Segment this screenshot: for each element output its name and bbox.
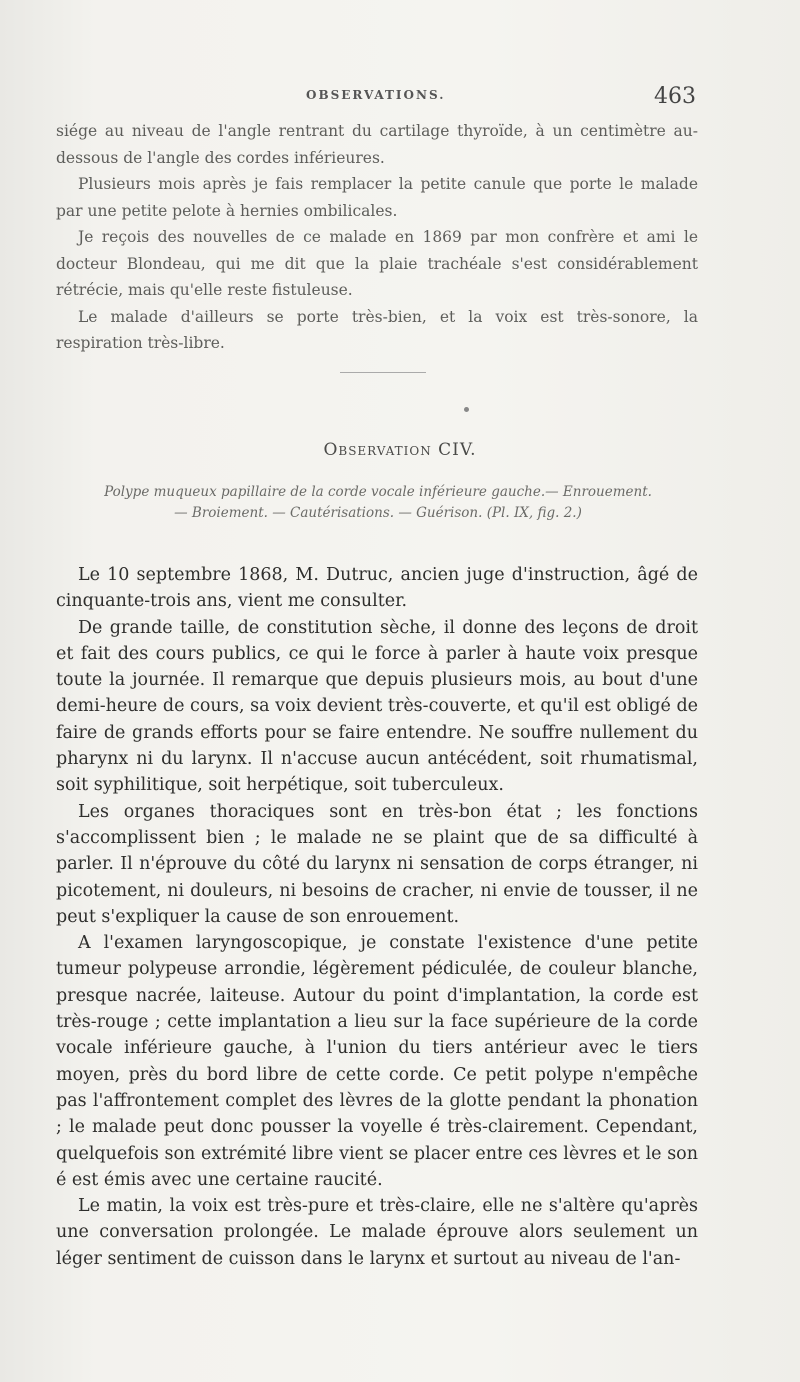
observation-body (56, 562, 698, 1272)
summary-line: — Broiement. — Cautérisations. — Guérison. (Pl. IX, fig. 2.) (174, 505, 582, 521)
paragraph: Le matin, la voix est très-pure et très-claire, elle ne s'altère qu'après une conversation prolongée. Le malade éprouve alors seulement un léger sentiment de cuisson dans le larynx et surtout au niveau de l'an- (56, 1196, 698, 1269)
page-header (56, 84, 696, 114)
paragraph: A l'examen laryngoscopique, je constate l'existence d'une petite tumeur polypeuse arrondie, légèrement pédiculée, de couleur blanche, presque nacrée, laiteuse. Autour du point d'implantation, la corde est très-rouge ; cette implantation a lieu sur la face supérieure de la corde vocale inférieure gauche, à l'union du tiers antérieur avec le tiers moyen, près du bord libre de cette corde. Ce petit polype n'empêche pas l'affrontement complet des lèvres de la glotte pendant la phonation ; le malade peut donc pousser la voyelle é très-clairement. Cependant, quelquefois son extrémité libre vient se placer entre ces lèvres et le son é est émis avec une certaine raucité. (56, 933, 698, 1190)
running-head: OBSERVATIONS. (306, 88, 446, 102)
summary-line: Polype muqueux papillaire de la corde vocale inférieure gauche.— Enrouement. (104, 484, 652, 500)
previous-observation-ending (56, 118, 698, 357)
paragraph: Les organes thoraciques sont en très-bon état ; les fonctions s'accomplissent bien ; le malade ne se plaint que de sa difficulté à parler. Il n'éprouve du côté du larynx ni sensation de corps étranger, ni picotement, ni douleurs, ni besoins de cracher, ni envie de tousser, il ne peut s'expliquer la cause de son enrouement. (56, 801, 698, 927)
page-number: 463 (654, 84, 696, 109)
section-divider (340, 372, 426, 373)
paragraph: Plusieurs mois après je fais remplacer la petite canule que porte le malade par une petite pelote à hernies ombilicales. (56, 175, 698, 220)
paragraph: De grande taille, de constitution sèche, il donne des leçons de droit et fait des cours publics, ce qui le force à parler à haute voix presque toute la journée. Il remarque que depuis plusieurs mois, au bout d'une demi-heure de cours, sa voix devient très-couverte, et qu'il est obligé de faire de grands efforts pour se faire entendre. Ne souffre nullement du pharynx ni du larynx. Il n'accuse aucun antécédent, soit rhumatismal, soit syphilitique, soit herpétique, soit tuberculeux. (56, 617, 698, 796)
observation-title: Observation CIV. (323, 440, 477, 460)
observation-summary (58, 482, 698, 524)
ornament-dot (464, 407, 469, 412)
paragraph: Le 10 septembre 1868, M. Dutruc, ancien juge d'instruction, âgé de cinquante-trois ans, vient me consulter. (56, 565, 698, 612)
paragraph: siége au niveau de l'angle rentrant du cartilage thyroïde, à un centimètre au-dessous de l'angle des cordes inférieures. (56, 122, 698, 167)
paragraph: Le malade d'ailleurs se porte très-bien, et la voix est très-sonore, la respiration très-libre. (56, 307, 698, 352)
paragraph: Je reçois des nouvelles de ce malade en 1869 par mon confrère et ami le docteur Blondeau, qui me dit que la plaie trachéale s'est considérablement rétrécie, mais qu'elle reste fistuleuse. (56, 228, 698, 299)
